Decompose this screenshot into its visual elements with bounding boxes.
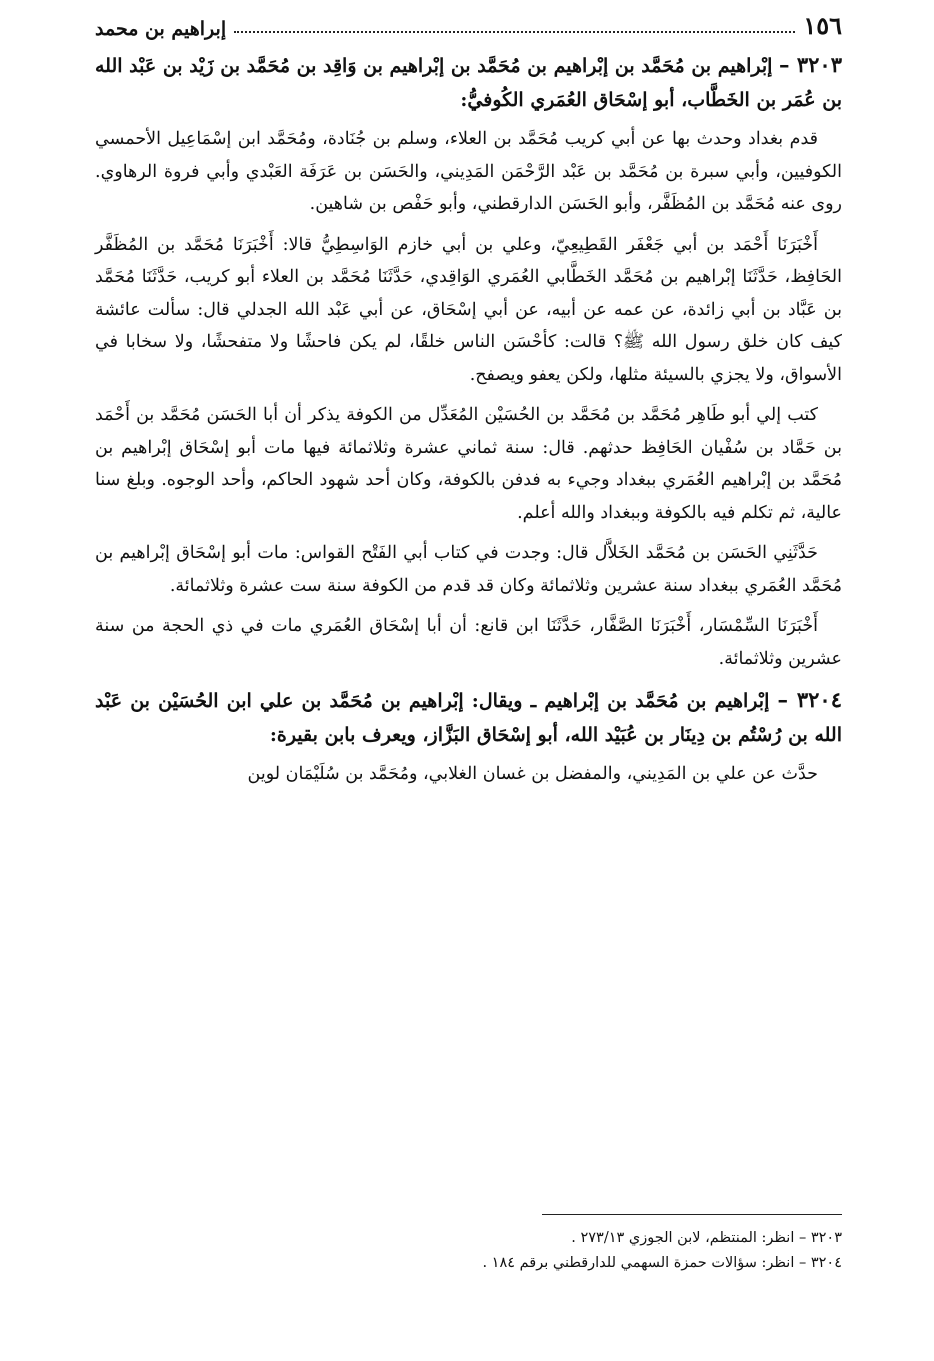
running-title: إبراهيم بن محمد	[95, 18, 227, 40]
entry-title: إبْراهيم بن مُحَمَّد بن إبْراهيم بن مُحَمَّد بن إبْراهيم بن وَاقِد بن مُحَمَّد بن زَيْد بن عَبْد الله بن عُمَر بن الخَطَّاب، أبو إسْحَاق العُمَري الكُوفيُّ:	[95, 55, 842, 111]
paragraph: أَخْبَرَنَا أَحْمَد بن أبي جَعْفَر القَطِيعِيّ، وعلي بن أبي خازم الوَاسِطِيُّ قالا: أَخْبَرَنَا مُحَمَّد بن المُظَفَّر الحَافِظ، حَدَّثَنَا إبْراهيم بن مُحَمَّد الخَطَّابي العُمَري الوَاقِدي، حَدَّثَنَا مُحَمَّد بن العلاء أبو كريب، حَدَّثَنَا مُحَمَّد بن عَبَّاد بن أبي زائدة، عن عمه عن أبيه، عن أبي إسْحَاق، عن أبي عَبْد الله الجدلي قال: سألت عائشة كيف كان خلق رسول الله ﷺ؟ قالت: كأحْسَن الناس خلقًا، لم يكن فاحشًا ولا متفحشًا، ولا سخابا في الأسواق، ولا يجزي بالسيئة مثلها، ولكن يعفو ويصفح.	[95, 234, 842, 385]
paragraph: حدَّث عن علي بن المَدِيني، والمفضل بن غسان الغلابي، ومُحَمَّد بن سُلَيْمَان لوين	[247, 764, 818, 784]
paragraph: أَخْبَرَنَا السِّمْسَار، أَخْبَرَنَا الصَّفَّار، حَدَّثَنَا ابن قانع: أن أبا إسْحَاق العُمَري مات في ذي الحجة من سنة عشرين وثلاثمائة.	[95, 616, 842, 669]
footnote: ٣٢٠٤ – انظر: سؤالات حمزة السهمي للدارقطني برقم ١٨٤ .	[482, 1255, 842, 1271]
entry-number: ٣٢٠٣ –	[779, 52, 842, 77]
paragraph: قدم بغداد وحدث بها عن أبي كريب مُحَمَّد بن العلاء، وسلم بن جُنَادة، ومُحَمَّد ابن إسْمَاعِيل الأحمسي الكوفيين، وأبي سبرة بن مُحَمَّد بن عَبْد الرَّحْمَن المَدِيني، والحَسَن بن عَرَفَة العَبْدي وأبي فروة الرهاوي. روى عنه مُحَمَّد بن المُظَفَّر، وأبو الحَسَن الدارقطني، وأبو حَفْص بن شاهين.	[95, 129, 842, 214]
entry-number: ٣٢٠٤ –	[777, 687, 842, 712]
paragraph: كتب إلي أبو طَاهِر مُحَمَّد بن مُحَمَّد بن الحُسَيْن المُعَدِّل من الكوفة يذكر أن أبا الحَسَن مُحَمَّد بن أَحْمَد بن حَمَّاد بن سُفْيان الحَافِظ حدثهم. قال: سنة ثماني عشرة وثلاثمائة فيها مات أبو إسْحَاق إبْراهيم بن مُحَمَّد بن إبْراهيم العُمَري ببغداد وجيء به فدفن بالكوفة، وكان أحد شهود الحاكم، وأحد الوجوه. وبلغ سنا عالية، ثم تكلم فيه بالكوفة وببغداد والله أعلم.	[95, 405, 842, 523]
page-header	[95, 10, 842, 40]
footnote-rule	[542, 1214, 842, 1215]
entry-title: إبْراهيم بن مُحَمَّد بن إبْراهيم ـ ويقال: إبْراهيم بن مُحَمَّد بن علي ابن الحُسَيْن بن عَبْد الله بن رُسْتُم بن دِينَار بن عُبَيْد الله، أبو إسْحَاق البَزَّاز، ويعرف بابن بقيرة:	[95, 690, 842, 746]
footnotes	[95, 1226, 842, 1276]
dotted-leader	[234, 31, 795, 33]
entry-heading	[95, 48, 842, 117]
page-body	[95, 48, 842, 799]
paragraph: حَدَّثَنِي الحَسَن بن مُحَمَّد الخَلاَّل قال: وجدت في كتاب أبي الفَتْح القواس: مات أبو إسْحَاق إبْراهيم بن مُحَمَّد العُمَري ببغداد سنة عشرين وثلاثمائة وكان قد قدم من الكوفة سنة ست عشرة وثلاثمائة.	[95, 543, 842, 596]
page-number: ١٥٦	[803, 11, 842, 40]
entry-heading	[95, 683, 842, 752]
footnote: ٣٢٠٣ – انظر: المنتظم، لابن الجوزي ٢٧٣/١٣ .	[571, 1230, 842, 1246]
